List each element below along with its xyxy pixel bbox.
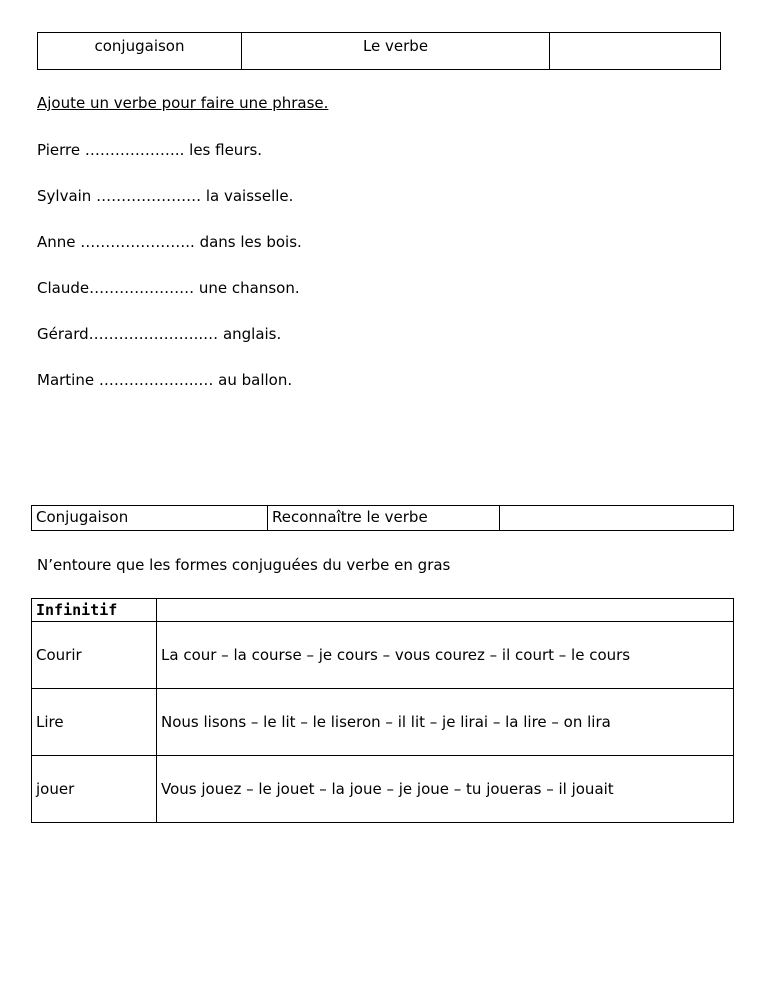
infinitive-cell: jouer xyxy=(32,756,157,823)
infinitive-cell: Courir xyxy=(32,622,157,689)
table-row xyxy=(32,689,734,756)
header-blank xyxy=(550,33,721,70)
table-row xyxy=(32,622,734,689)
instruction-1: Ajoute un verbe pour faire une phrase. xyxy=(37,94,329,112)
column-header-blank xyxy=(157,599,734,622)
sentence-4: Claude………………… une chanson. xyxy=(37,279,300,297)
table-header-row xyxy=(32,599,734,622)
infinitive-cell: Lire xyxy=(32,689,157,756)
header-subject: Conjugaison xyxy=(32,506,268,531)
header-table-2 xyxy=(31,505,734,531)
header-blank xyxy=(500,506,734,531)
sentence-2: Sylvain ………………… la vaisselle. xyxy=(37,187,294,205)
column-header-infinitive: Infinitif xyxy=(32,599,157,622)
header-topic: Reconnaître le verbe xyxy=(268,506,500,531)
sentence-6: Martine ………………..… au ballon. xyxy=(37,371,293,389)
table-row xyxy=(32,756,734,823)
forms-cell: Vous jouez – le jouet – la joue – je joue – tu joueras – il jouait xyxy=(157,756,734,823)
forms-cell: La cour – la course – je cours – vous courez – il court – le cours xyxy=(157,622,734,689)
sentence-1: Pierre ……………….. les fleurs. xyxy=(37,141,263,159)
header-topic: Le verbe xyxy=(242,33,550,70)
forms-cell: Nous lisons – le lit – le liseron – il lit – je lirai – la lire – on lira xyxy=(157,689,734,756)
header-table-1 xyxy=(37,32,721,70)
header-subject: conjugaison xyxy=(38,33,242,70)
sentence-3: Anne ………………….. dans les bois. xyxy=(37,233,302,251)
sentence-5: Gérard…………………..… anglais. xyxy=(37,325,282,343)
verb-forms-table xyxy=(31,598,734,823)
instruction-2: N’entoure que les formes conjuguées du verbe en gras xyxy=(37,556,451,574)
